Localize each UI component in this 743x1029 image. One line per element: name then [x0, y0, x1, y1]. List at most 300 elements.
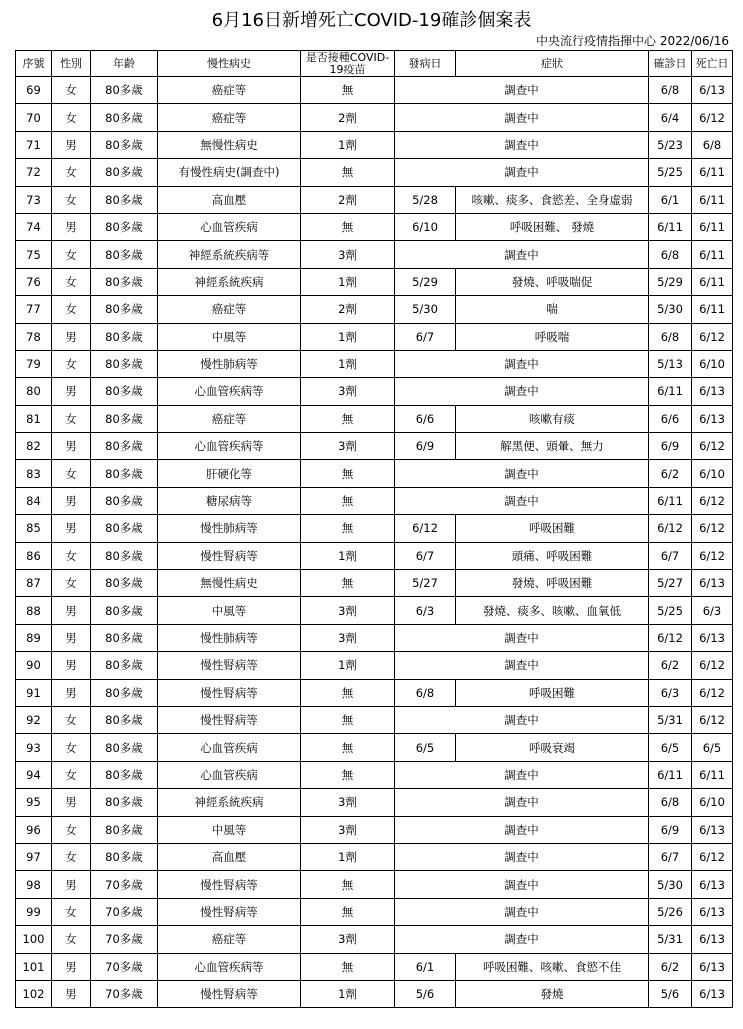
cell-no: 100 — [16, 926, 52, 953]
cell-no: 83 — [16, 460, 52, 487]
cell-symptoms: 咳嗽、痰多、食慾差、全身虛弱 — [456, 186, 649, 213]
cell-no: 99 — [16, 898, 52, 925]
cell-onset: 6/6 — [395, 405, 456, 432]
cell-no: 87 — [16, 570, 52, 597]
cell-age: 80多歲 — [91, 816, 158, 843]
cell-age: 80多歲 — [91, 268, 158, 295]
cell-confirmed: 6/1 — [649, 186, 692, 213]
cell-chronic: 癌症等 — [158, 926, 301, 953]
cell-no: 91 — [16, 679, 52, 706]
cell-confirmed: 6/4 — [649, 104, 692, 131]
cell-sex: 女 — [52, 542, 91, 569]
cell-onset: 5/30 — [395, 296, 456, 323]
cell-vaccine: 3劑 — [301, 816, 395, 843]
cell-symptoms: 呼吸衰竭 — [456, 734, 649, 761]
table-row — [16, 734, 733, 761]
cell-death: 6/12 — [692, 843, 733, 870]
cell-symptoms: 調查中 — [395, 789, 649, 816]
cell-chronic: 慢性腎病等 — [158, 980, 301, 1007]
cell-death: 6/12 — [692, 104, 733, 131]
cell-sex: 男 — [52, 323, 91, 350]
cell-no: 85 — [16, 515, 52, 542]
cell-vaccine: 無 — [301, 515, 395, 542]
cell-chronic: 心血管疾病等 — [158, 433, 301, 460]
cell-sex: 男 — [52, 487, 91, 514]
cell-confirmed: 5/29 — [649, 268, 692, 295]
cell-onset: 6/8 — [395, 679, 456, 706]
cell-confirmed: 6/11 — [649, 213, 692, 240]
table-row — [16, 131, 733, 158]
cell-sex: 女 — [52, 350, 91, 377]
cell-vaccine: 無 — [301, 159, 395, 186]
cell-confirmed: 6/6 — [649, 405, 692, 432]
cell-age: 80多歲 — [91, 350, 158, 377]
cell-symptoms: 調查中 — [395, 652, 649, 679]
cell-no: 82 — [16, 433, 52, 460]
cell-sex: 女 — [52, 816, 91, 843]
cell-age: 80多歲 — [91, 405, 158, 432]
cell-confirmed: 5/30 — [649, 871, 692, 898]
table-row — [16, 926, 733, 953]
table-row — [16, 597, 733, 624]
cell-age: 80多歲 — [91, 679, 158, 706]
cell-confirmed: 6/8 — [649, 323, 692, 350]
cell-no: 92 — [16, 706, 52, 733]
cell-death: 6/13 — [692, 953, 733, 980]
cell-symptoms: 調查中 — [395, 898, 649, 925]
cell-death: 6/11 — [692, 186, 733, 213]
cell-symptoms: 調查中 — [395, 159, 649, 186]
cell-vaccine: 無 — [301, 706, 395, 733]
table-row — [16, 624, 733, 651]
source-note: 中央流行疫情指揮中心 2022/06/16 — [536, 34, 729, 48]
cell-symptoms: 調查中 — [395, 350, 649, 377]
cell-vaccine: 無 — [301, 487, 395, 514]
cell-confirmed: 6/11 — [649, 487, 692, 514]
cell-vaccine: 無 — [301, 871, 395, 898]
cell-vaccine: 3劑 — [301, 926, 395, 953]
cell-age: 80多歲 — [91, 570, 158, 597]
cell-vaccine: 1劑 — [301, 268, 395, 295]
cell-sex: 男 — [52, 953, 91, 980]
cell-sex: 女 — [52, 926, 91, 953]
table-row — [16, 980, 733, 1007]
cell-age: 80多歲 — [91, 159, 158, 186]
cell-chronic: 慢性腎病等 — [158, 898, 301, 925]
cell-confirmed: 5/27 — [649, 570, 692, 597]
cell-no: 70 — [16, 104, 52, 131]
cell-chronic: 心血管疾病 — [158, 761, 301, 788]
cell-confirmed: 6/7 — [649, 542, 692, 569]
cell-no: 101 — [16, 953, 52, 980]
cell-sex: 女 — [52, 843, 91, 870]
cell-symptoms: 調查中 — [395, 378, 649, 405]
cell-symptoms: 頭痛、呼吸困難 — [456, 542, 649, 569]
cell-vaccine: 1劑 — [301, 652, 395, 679]
table-row — [16, 789, 733, 816]
cell-death: 6/12 — [692, 706, 733, 733]
header-symptoms: 症狀 — [456, 51, 649, 77]
cell-symptoms: 解黑便、頭暈、無力 — [456, 433, 649, 460]
cell-death: 6/11 — [692, 159, 733, 186]
cell-chronic: 糖尿病等 — [158, 487, 301, 514]
cell-symptoms: 調查中 — [395, 241, 649, 268]
cell-death: 6/12 — [692, 515, 733, 542]
cell-death: 6/13 — [692, 378, 733, 405]
cell-no: 98 — [16, 871, 52, 898]
cell-age: 70多歲 — [91, 926, 158, 953]
cell-sex: 女 — [52, 268, 91, 295]
cell-onset: 6/7 — [395, 542, 456, 569]
cell-symptoms: 發燒、呼吸困難 — [456, 570, 649, 597]
cell-vaccine: 1劑 — [301, 542, 395, 569]
cell-death: 6/10 — [692, 460, 733, 487]
cell-age: 80多歲 — [91, 843, 158, 870]
cell-onset: 6/7 — [395, 323, 456, 350]
cell-chronic: 心血管疾病 — [158, 213, 301, 240]
cell-symptoms: 調查中 — [395, 460, 649, 487]
cell-sex: 男 — [52, 378, 91, 405]
cell-confirmed: 6/8 — [649, 77, 692, 104]
cell-sex: 女 — [52, 241, 91, 268]
cell-sex: 女 — [52, 761, 91, 788]
cell-symptoms: 調查中 — [395, 624, 649, 651]
cell-death: 6/11 — [692, 268, 733, 295]
table-row — [16, 323, 733, 350]
table-row — [16, 77, 733, 104]
cell-death: 6/11 — [692, 241, 733, 268]
cell-sex: 女 — [52, 296, 91, 323]
cell-age: 70多歲 — [91, 898, 158, 925]
cell-sex: 男 — [52, 515, 91, 542]
cell-vaccine: 2劑 — [301, 104, 395, 131]
cell-sex: 男 — [52, 652, 91, 679]
cell-death: 6/11 — [692, 761, 733, 788]
cell-sex: 男 — [52, 980, 91, 1007]
cell-chronic: 高血壓 — [158, 843, 301, 870]
table-row — [16, 652, 733, 679]
table-row — [16, 378, 733, 405]
cell-no: 102 — [16, 980, 52, 1007]
cell-vaccine: 3劑 — [301, 624, 395, 651]
cell-vaccine: 1劑 — [301, 131, 395, 158]
cell-sex: 男 — [52, 624, 91, 651]
cell-sex: 女 — [52, 405, 91, 432]
cell-vaccine: 3劑 — [301, 597, 395, 624]
cell-chronic: 慢性腎病等 — [158, 706, 301, 733]
cell-vaccine: 1劑 — [301, 350, 395, 377]
table-row — [16, 460, 733, 487]
cell-death: 6/13 — [692, 816, 733, 843]
cell-chronic: 慢性腎病等 — [158, 652, 301, 679]
cell-age: 80多歲 — [91, 515, 158, 542]
cell-sex: 女 — [52, 734, 91, 761]
cell-age: 80多歲 — [91, 433, 158, 460]
cell-no: 96 — [16, 816, 52, 843]
cell-age: 80多歲 — [91, 131, 158, 158]
cell-age: 80多歲 — [91, 323, 158, 350]
cell-chronic: 心血管疾病等 — [158, 953, 301, 980]
cell-onset: 6/9 — [395, 433, 456, 460]
cell-death: 6/12 — [692, 323, 733, 350]
cell-death: 6/13 — [692, 980, 733, 1007]
cell-age: 70多歲 — [91, 980, 158, 1007]
table-row — [16, 816, 733, 843]
cell-vaccine: 1劑 — [301, 980, 395, 1007]
cell-chronic: 無慢性病史 — [158, 570, 301, 597]
cell-age: 80多歲 — [91, 761, 158, 788]
table-row — [16, 268, 733, 295]
table-row — [16, 104, 733, 131]
cell-confirmed: 5/23 — [649, 131, 692, 158]
cell-death: 6/13 — [692, 871, 733, 898]
table-row — [16, 706, 733, 733]
cell-symptoms: 喘 — [456, 296, 649, 323]
cell-age: 80多歲 — [91, 460, 158, 487]
cell-onset: 6/10 — [395, 213, 456, 240]
cell-confirmed: 5/13 — [649, 350, 692, 377]
cell-no: 76 — [16, 268, 52, 295]
cell-chronic: 有慢性病史(調查中) — [158, 159, 301, 186]
table-body — [16, 77, 733, 1008]
table-row — [16, 350, 733, 377]
cell-confirmed: 6/2 — [649, 460, 692, 487]
cell-confirmed: 6/9 — [649, 433, 692, 460]
cell-sex: 女 — [52, 706, 91, 733]
cell-no: 73 — [16, 186, 52, 213]
cell-confirmed: 5/26 — [649, 898, 692, 925]
cell-age: 70多歲 — [91, 953, 158, 980]
header-death: 死亡日 — [692, 51, 733, 77]
cell-age: 80多歲 — [91, 597, 158, 624]
cell-death: 6/3 — [692, 597, 733, 624]
cell-onset: 6/1 — [395, 953, 456, 980]
page-title: 6月16日新增死亡COVID-19確診個案表 — [211, 10, 532, 31]
header-onset: 發病日 — [395, 51, 456, 77]
cell-sex: 女 — [52, 460, 91, 487]
cell-vaccine: 無 — [301, 679, 395, 706]
cell-death: 6/11 — [692, 213, 733, 240]
cell-age: 80多歲 — [91, 213, 158, 240]
cell-no: 77 — [16, 296, 52, 323]
cell-onset: 5/6 — [395, 980, 456, 1007]
cell-confirmed: 5/6 — [649, 980, 692, 1007]
cell-age: 70多歲 — [91, 871, 158, 898]
cell-symptoms: 調查中 — [395, 706, 649, 733]
cell-age: 80多歲 — [91, 77, 158, 104]
table-row — [16, 679, 733, 706]
cell-symptoms: 發燒 — [456, 980, 649, 1007]
cell-onset: 6/5 — [395, 734, 456, 761]
cell-confirmed: 6/11 — [649, 378, 692, 405]
cell-death: 6/10 — [692, 789, 733, 816]
cell-symptoms: 調查中 — [395, 871, 649, 898]
table-row — [16, 843, 733, 870]
cell-age: 80多歲 — [91, 706, 158, 733]
cell-death: 6/8 — [692, 131, 733, 158]
cell-no: 89 — [16, 624, 52, 651]
cell-confirmed: 5/25 — [649, 159, 692, 186]
header-chronic: 慢性病史 — [158, 51, 301, 77]
cell-symptoms: 呼吸困難 — [456, 515, 649, 542]
header-no: 序號 — [16, 51, 52, 77]
cell-chronic: 中風等 — [158, 816, 301, 843]
cell-death: 6/12 — [692, 542, 733, 569]
header-row — [16, 51, 733, 77]
cell-no: 71 — [16, 131, 52, 158]
cell-chronic: 神經系統疾病 — [158, 789, 301, 816]
cell-death: 6/13 — [692, 570, 733, 597]
cell-confirmed: 6/5 — [649, 734, 692, 761]
cell-death: 6/13 — [692, 405, 733, 432]
cell-sex: 女 — [52, 186, 91, 213]
cell-vaccine: 3劑 — [301, 241, 395, 268]
table-row — [16, 405, 733, 432]
cell-sex: 男 — [52, 131, 91, 158]
cell-no: 75 — [16, 241, 52, 268]
cell-chronic: 慢性肺病等 — [158, 350, 301, 377]
table-row — [16, 241, 733, 268]
header-age: 年齡 — [91, 51, 158, 77]
cell-chronic: 無慢性病史 — [158, 131, 301, 158]
cell-chronic: 神經系統疾病 — [158, 268, 301, 295]
cell-age: 80多歲 — [91, 186, 158, 213]
table-row — [16, 953, 733, 980]
cell-vaccine: 無 — [301, 570, 395, 597]
cell-confirmed: 5/31 — [649, 706, 692, 733]
cell-death: 6/13 — [692, 926, 733, 953]
cell-chronic: 慢性腎病等 — [158, 679, 301, 706]
cell-no: 74 — [16, 213, 52, 240]
table-row — [16, 570, 733, 597]
cell-symptoms: 呼吸喘 — [456, 323, 649, 350]
cell-onset: 5/29 — [395, 268, 456, 295]
case-table — [15, 50, 733, 1008]
cell-no: 95 — [16, 789, 52, 816]
cell-chronic: 癌症等 — [158, 77, 301, 104]
cell-symptoms: 調查中 — [395, 104, 649, 131]
cell-chronic: 癌症等 — [158, 405, 301, 432]
cell-symptoms: 呼吸困難、 發燒 — [456, 213, 649, 240]
cell-no: 88 — [16, 597, 52, 624]
cell-chronic: 慢性肺病等 — [158, 624, 301, 651]
cell-symptoms: 調查中 — [395, 843, 649, 870]
cell-vaccine: 無 — [301, 761, 395, 788]
cell-confirmed: 5/30 — [649, 296, 692, 323]
cell-symptoms: 調查中 — [395, 816, 649, 843]
header-vaccine: 是否接種COVID-19疫苗 — [301, 51, 395, 77]
cell-symptoms: 咳嗽有痰 — [456, 405, 649, 432]
cell-vaccine: 3劑 — [301, 433, 395, 460]
table-row — [16, 213, 733, 240]
cell-vaccine: 無 — [301, 898, 395, 925]
cell-symptoms: 呼吸困難、咳嗽、食慾不佳 — [456, 953, 649, 980]
cell-no: 80 — [16, 378, 52, 405]
cell-chronic: 高血壓 — [158, 186, 301, 213]
header-sex: 性別 — [52, 51, 91, 77]
cell-onset: 5/27 — [395, 570, 456, 597]
cell-symptoms: 發燒、痰多、咳嗽、血氧低 — [456, 597, 649, 624]
table-row — [16, 186, 733, 213]
cell-sex: 女 — [52, 898, 91, 925]
cell-sex: 男 — [52, 597, 91, 624]
cell-age: 80多歲 — [91, 104, 158, 131]
cell-age: 80多歲 — [91, 542, 158, 569]
cell-confirmed: 5/25 — [649, 597, 692, 624]
cell-chronic: 慢性腎病等 — [158, 542, 301, 569]
cell-death: 6/10 — [692, 350, 733, 377]
cell-no: 93 — [16, 734, 52, 761]
cell-symptoms: 調查中 — [395, 131, 649, 158]
cell-chronic: 心血管疾病 — [158, 734, 301, 761]
cell-age: 80多歲 — [91, 734, 158, 761]
cell-age: 80多歲 — [91, 378, 158, 405]
cell-age: 80多歲 — [91, 789, 158, 816]
cell-confirmed: 6/3 — [649, 679, 692, 706]
cell-chronic: 神經系統疾病等 — [158, 241, 301, 268]
cell-vaccine: 無 — [301, 953, 395, 980]
cell-no: 79 — [16, 350, 52, 377]
cell-death: 6/12 — [692, 487, 733, 514]
cell-age: 80多歲 — [91, 487, 158, 514]
cell-sex: 男 — [52, 789, 91, 816]
cell-sex: 女 — [52, 159, 91, 186]
cell-sex: 女 — [52, 570, 91, 597]
cell-death: 6/12 — [692, 652, 733, 679]
table-row — [16, 761, 733, 788]
cell-vaccine: 無 — [301, 460, 395, 487]
table-row — [16, 898, 733, 925]
cell-chronic: 癌症等 — [158, 104, 301, 131]
cell-vaccine: 1劑 — [301, 843, 395, 870]
cell-death: 6/5 — [692, 734, 733, 761]
cell-symptoms: 調查中 — [395, 926, 649, 953]
cell-death: 6/13 — [692, 898, 733, 925]
table-row — [16, 487, 733, 514]
cell-death: 6/12 — [692, 433, 733, 460]
cell-sex: 男 — [52, 871, 91, 898]
cell-no: 78 — [16, 323, 52, 350]
cell-chronic: 癌症等 — [158, 296, 301, 323]
cell-no: 97 — [16, 843, 52, 870]
table-row — [16, 296, 733, 323]
cell-confirmed: 6/8 — [649, 789, 692, 816]
table-row — [16, 542, 733, 569]
cell-vaccine: 2劑 — [301, 186, 395, 213]
table-row — [16, 433, 733, 460]
cell-chronic: 慢性腎病等 — [158, 871, 301, 898]
cell-age: 80多歲 — [91, 624, 158, 651]
cell-vaccine: 無 — [301, 405, 395, 432]
cell-symptoms: 發燒、呼吸喘促 — [456, 268, 649, 295]
table-row — [16, 515, 733, 542]
cell-vaccine: 3劑 — [301, 378, 395, 405]
cell-confirmed: 6/2 — [649, 652, 692, 679]
cell-onset: 6/12 — [395, 515, 456, 542]
cell-death: 6/11 — [692, 296, 733, 323]
cell-death: 6/13 — [692, 624, 733, 651]
cell-no: 69 — [16, 77, 52, 104]
cell-vaccine: 2劑 — [301, 296, 395, 323]
cell-onset: 6/3 — [395, 597, 456, 624]
cell-sex: 女 — [52, 77, 91, 104]
cell-chronic: 中風等 — [158, 323, 301, 350]
cell-sex: 男 — [52, 433, 91, 460]
table-row — [16, 159, 733, 186]
cell-confirmed: 6/7 — [649, 843, 692, 870]
cell-sex: 女 — [52, 104, 91, 131]
cell-no: 84 — [16, 487, 52, 514]
